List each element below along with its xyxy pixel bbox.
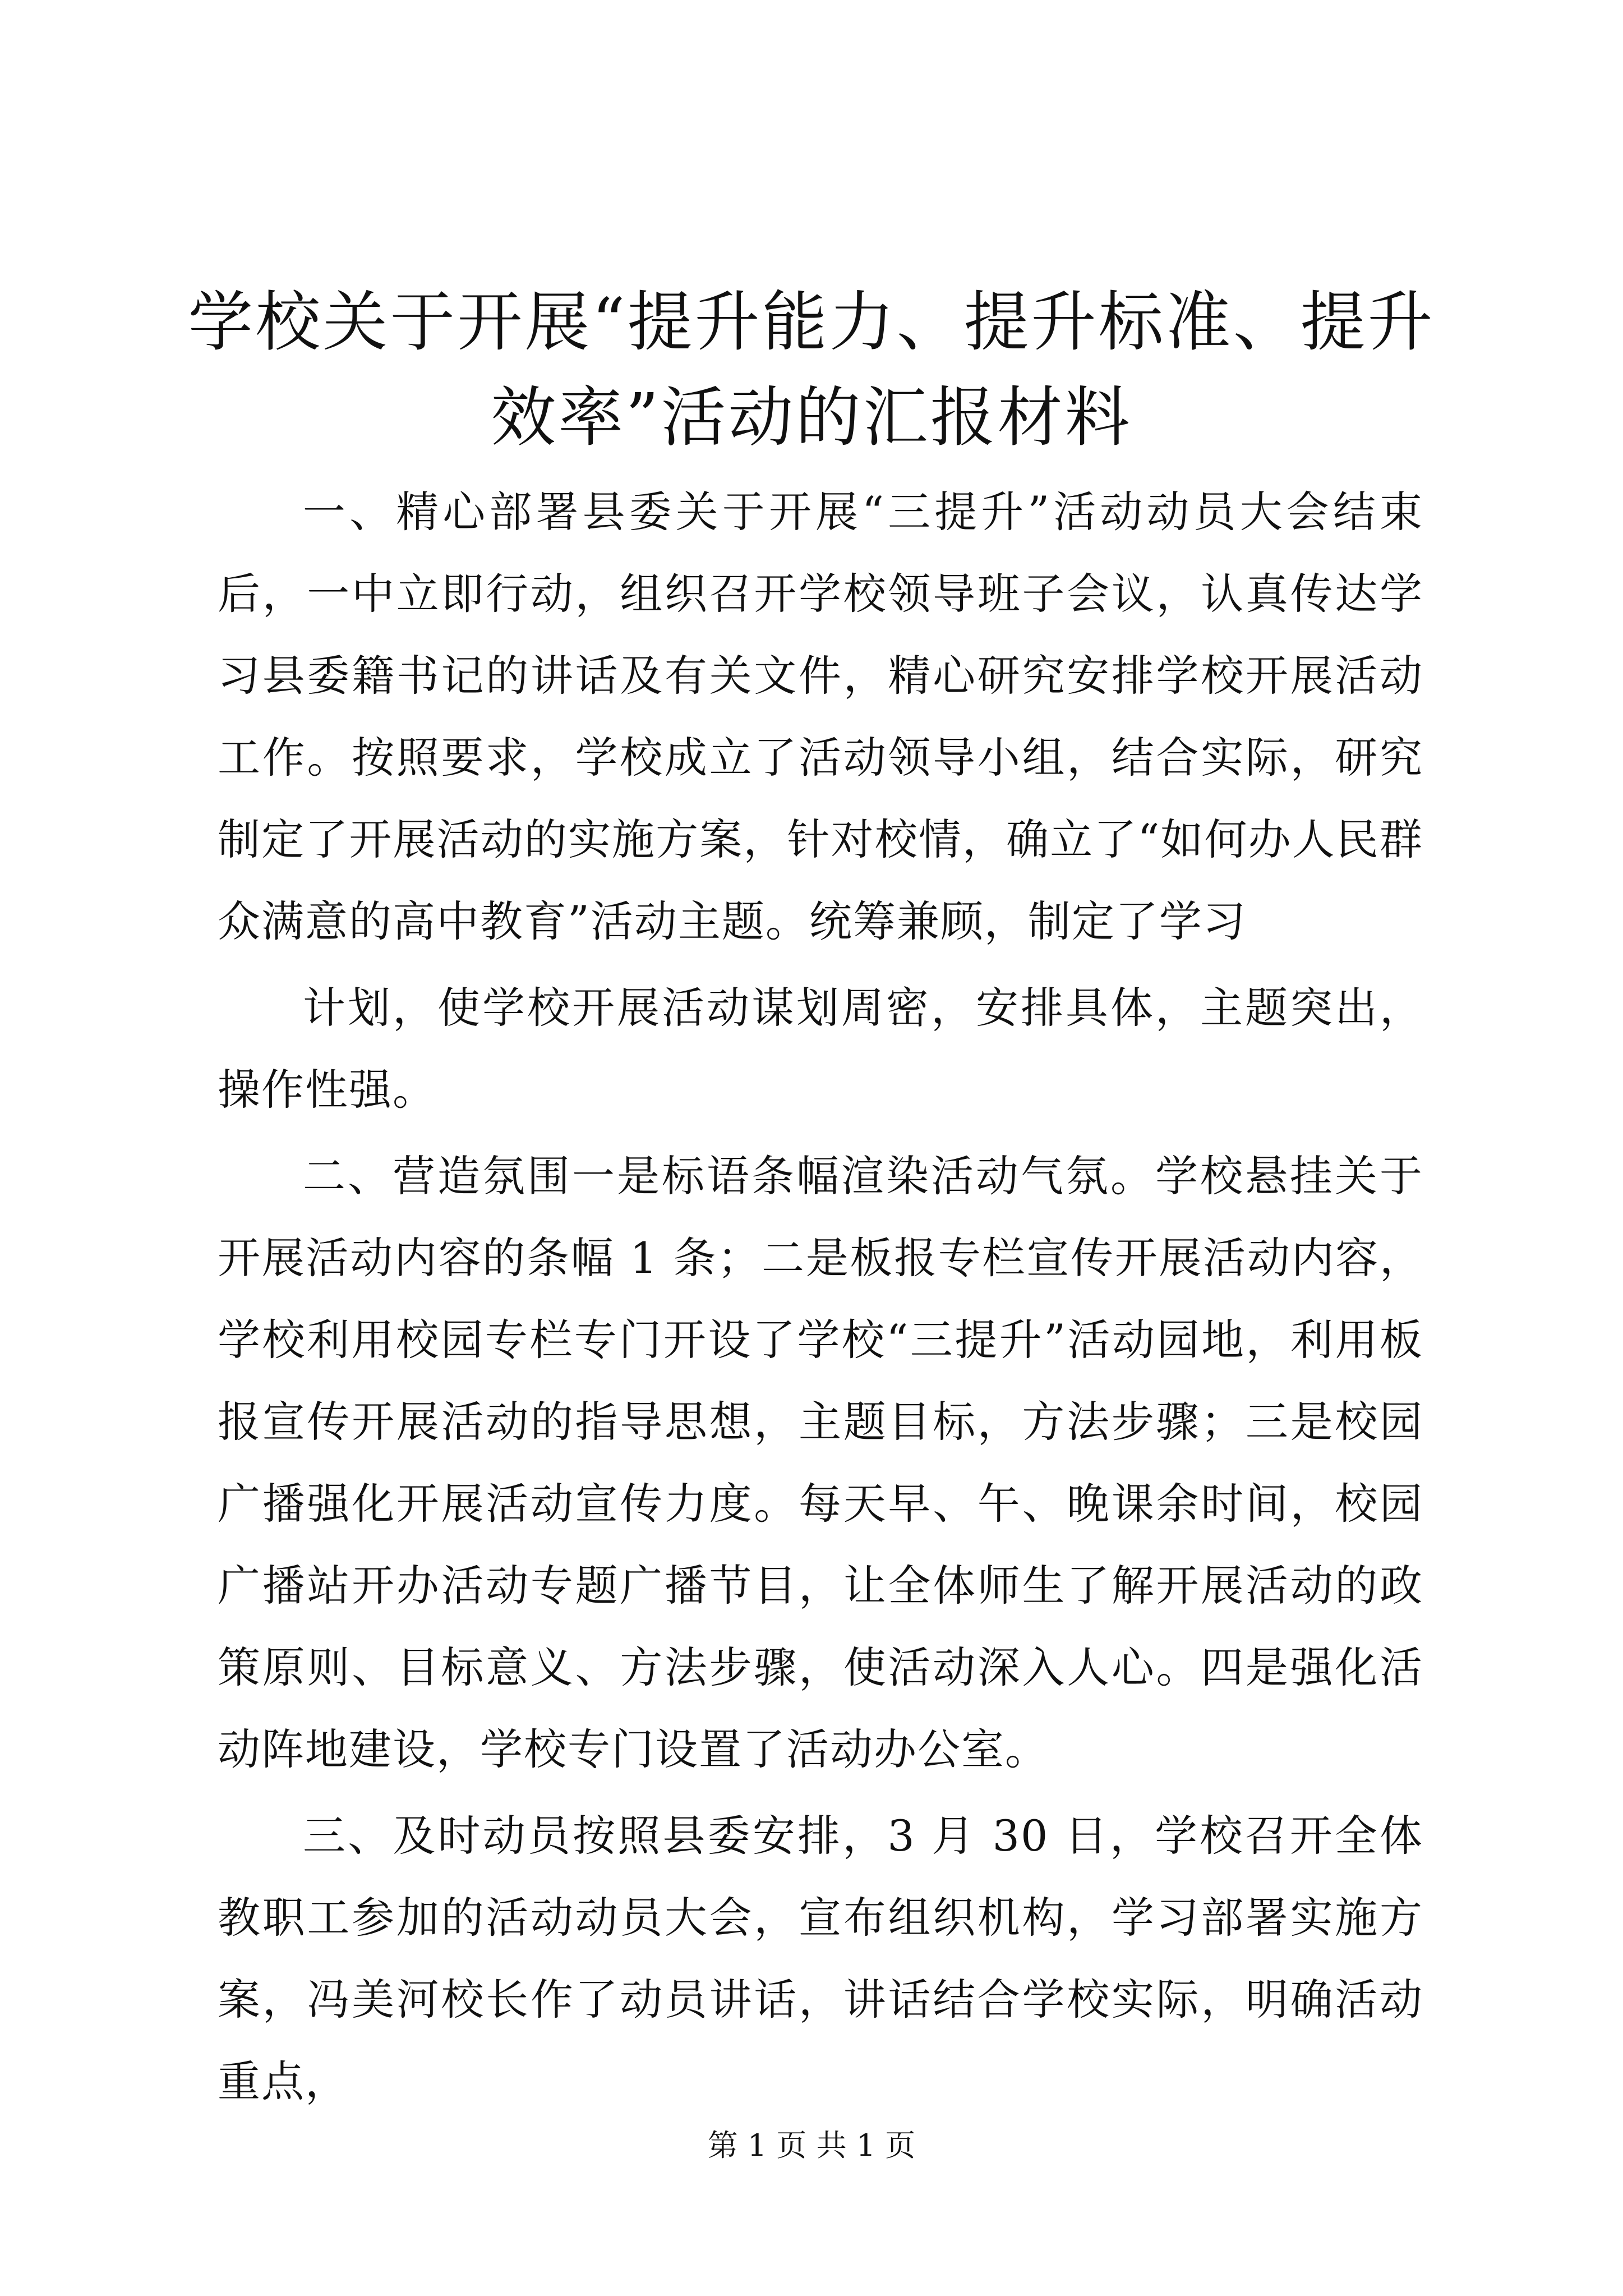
paragraph-4: 三、及时动员按照县委安排，3 月 30 日，学校召开全体教职工参加的活动动员大会，宣布组织机构，学习部署实施方案，冯美河校长作了动员讲话，讲话结合学校实际，明确活动重点， xyxy=(218,1811,1423,2106)
paragraph-1: 一、精心部署县委关于开展“三提升”活动动员大会结束后，一中立即行动，组织召开学校领导班子会议，认真传达学习县委籍书记的讲话及有关文件，精心研究安排学校开展活动工作。按照要求，学校成立了活动领导小组，结合实际，研究制定了开展活动的实施方案，针对校情，确立了“如何办人民群众满意的高中教育”活动主题。统筹兼顾，制定了学习 xyxy=(218,487,1423,946)
document-title: 学校关于开展“提升能力、提升标准、提升效率”活动的汇报材料 xyxy=(188,284,1435,455)
page-footer: 第 1 页 共 1 页 xyxy=(707,2128,916,2163)
paragraph-3: 二、营造氛围一是标语条幅渲染活动气氛。学校悬挂关于开展活动内容的条幅 1 条；二是板报专栏宣传开展活动内容，学校利用校园专栏专门开设了学校“三提升”活动园地，利用板报宣传开展活动的指导思想，主题目标，方法步骤；三是校园广播强化开展活动宣传力度。每天早、午、晚课余时间，校园广播站开办活动专题广播节目，让全体师生了解开展活动的政策原则、目标意义、方法步骤，使活动深入人心。四是强化活动阵地建设，学校专门设置了活动办公室。 xyxy=(218,1151,1423,1774)
document-body xyxy=(218,471,1423,2123)
paragraph-2: 计划，使学校开展活动谋划周密，安排具体，主题突出，操作性强。 xyxy=(218,983,1423,1115)
